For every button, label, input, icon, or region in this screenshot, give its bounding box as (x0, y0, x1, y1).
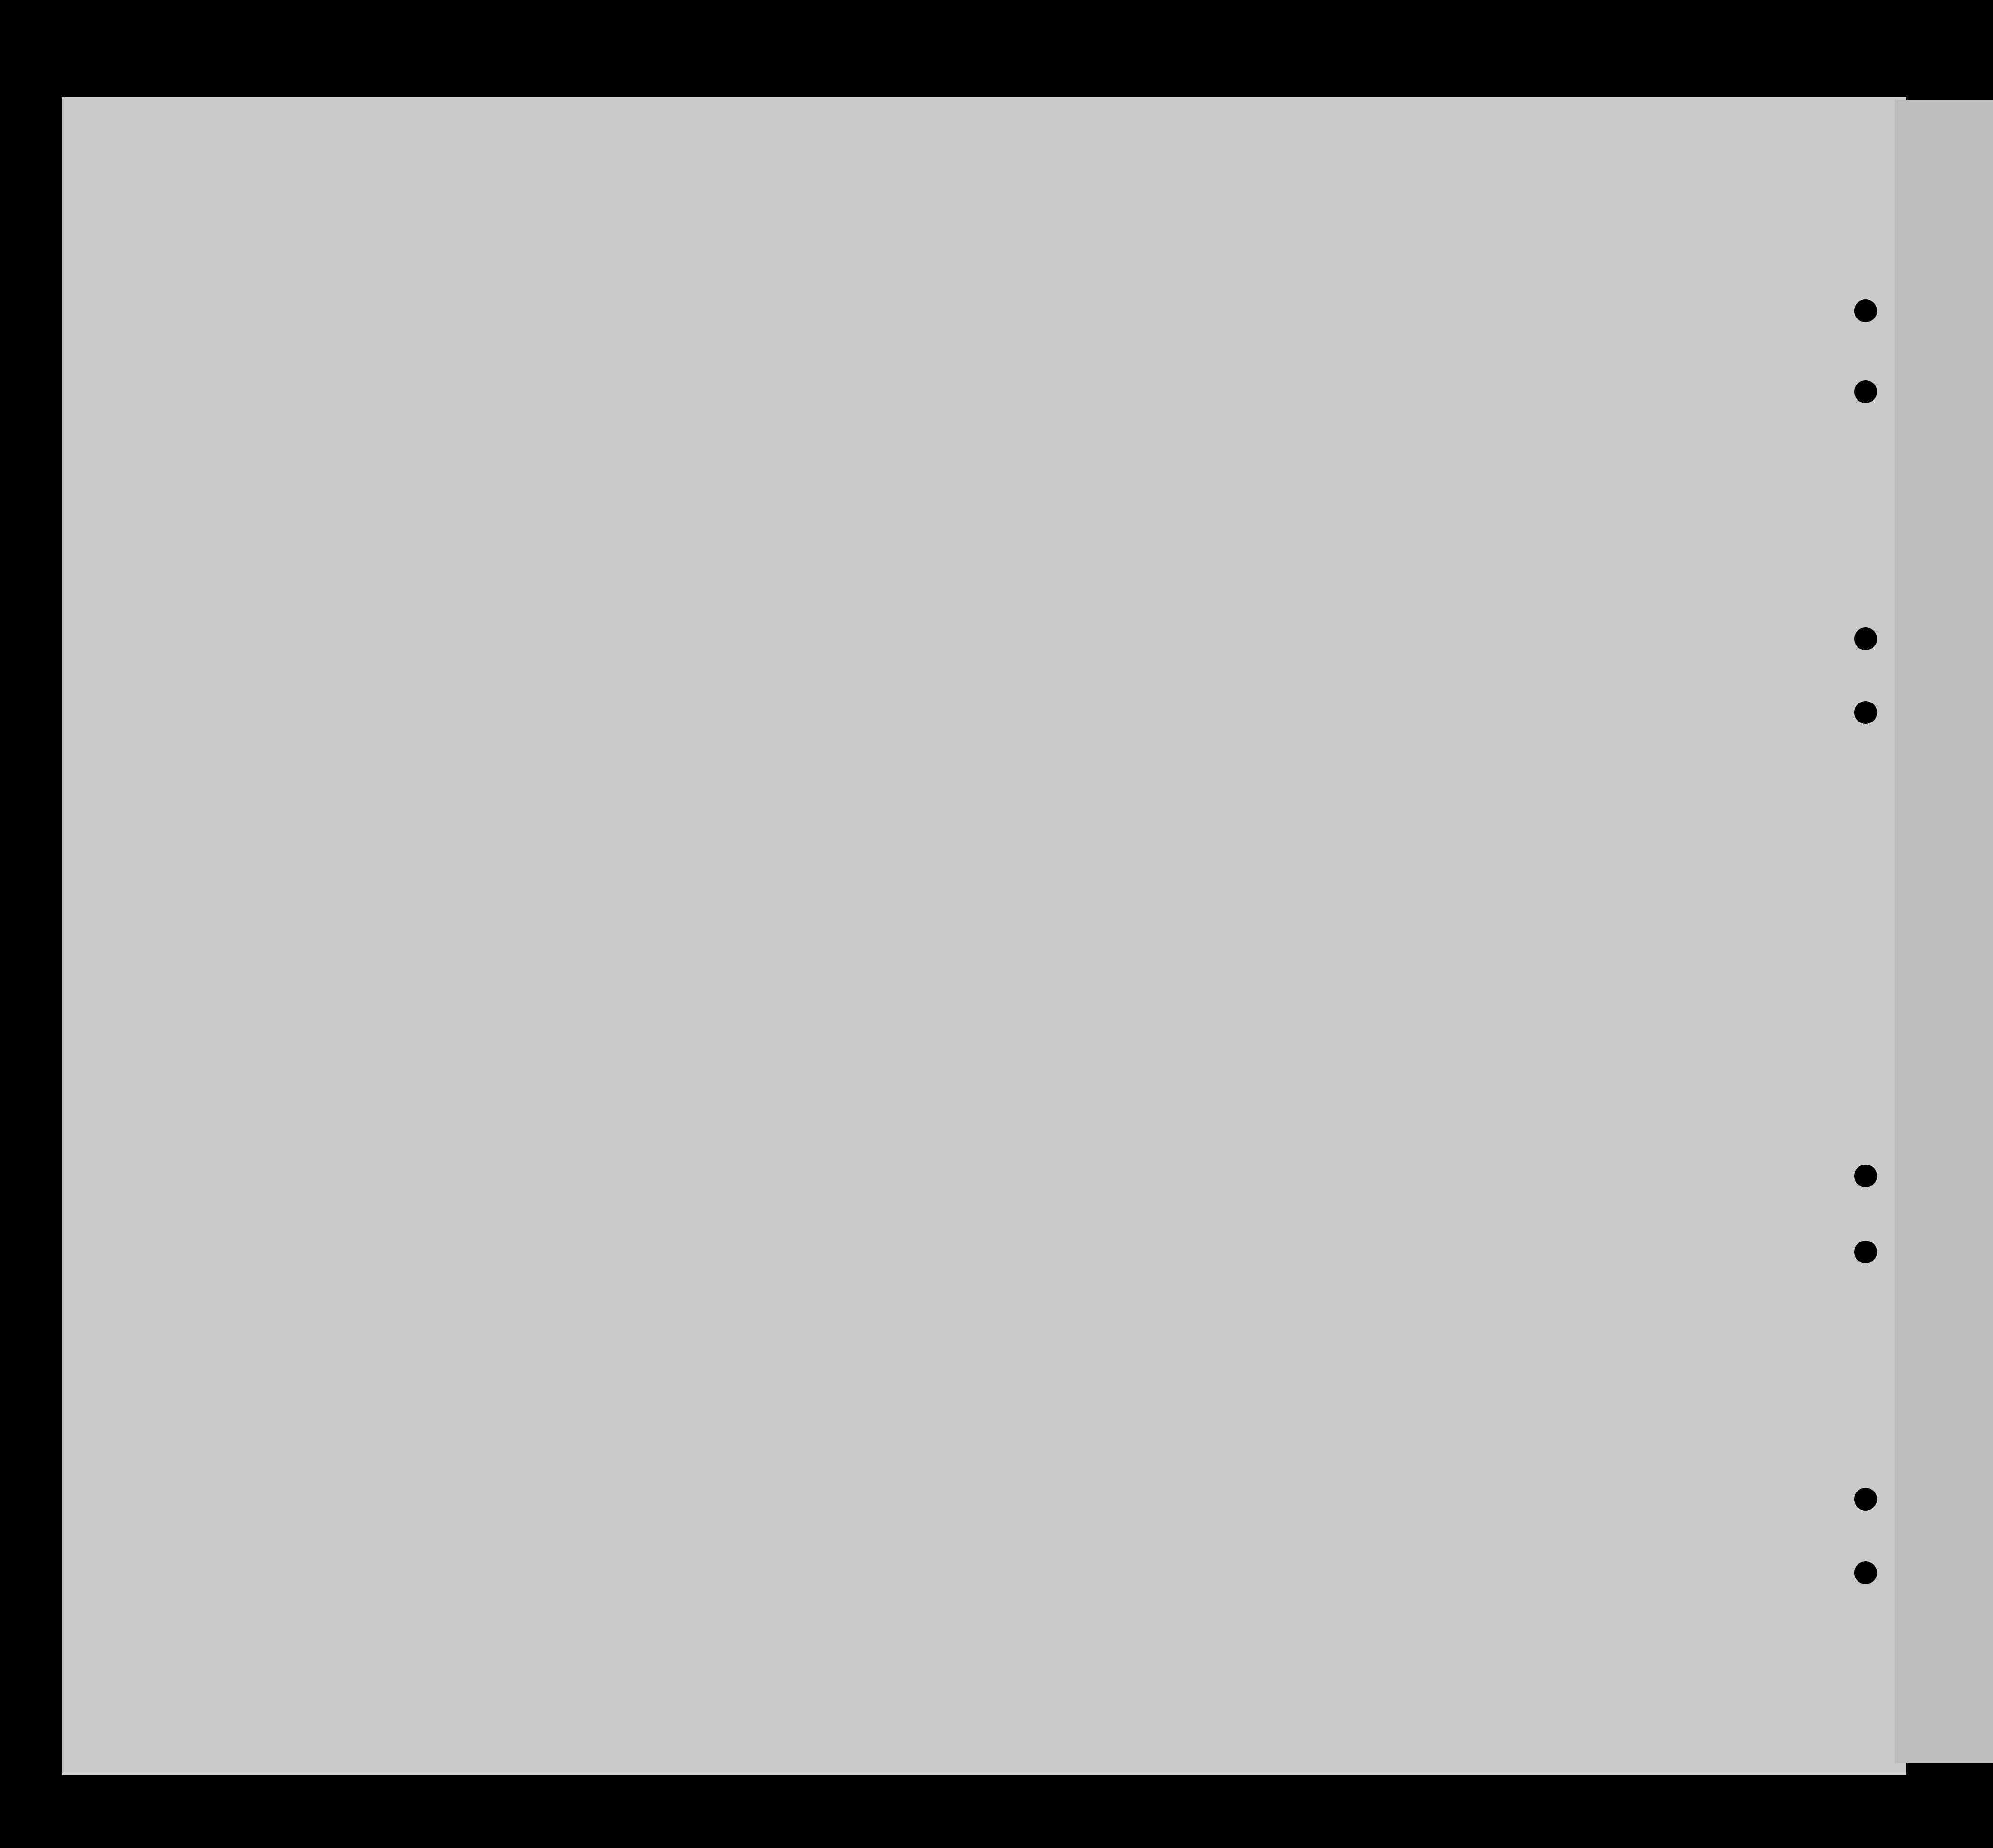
punch-hole (1854, 299, 1877, 322)
punch-hole (1854, 627, 1877, 650)
punch-hole (1854, 1165, 1877, 1187)
punch-hole (1854, 701, 1877, 724)
punch-hole (1854, 1561, 1877, 1584)
punch-hole (1854, 380, 1877, 403)
punch-hole (1854, 1241, 1877, 1263)
punch-hole (1854, 1488, 1877, 1511)
